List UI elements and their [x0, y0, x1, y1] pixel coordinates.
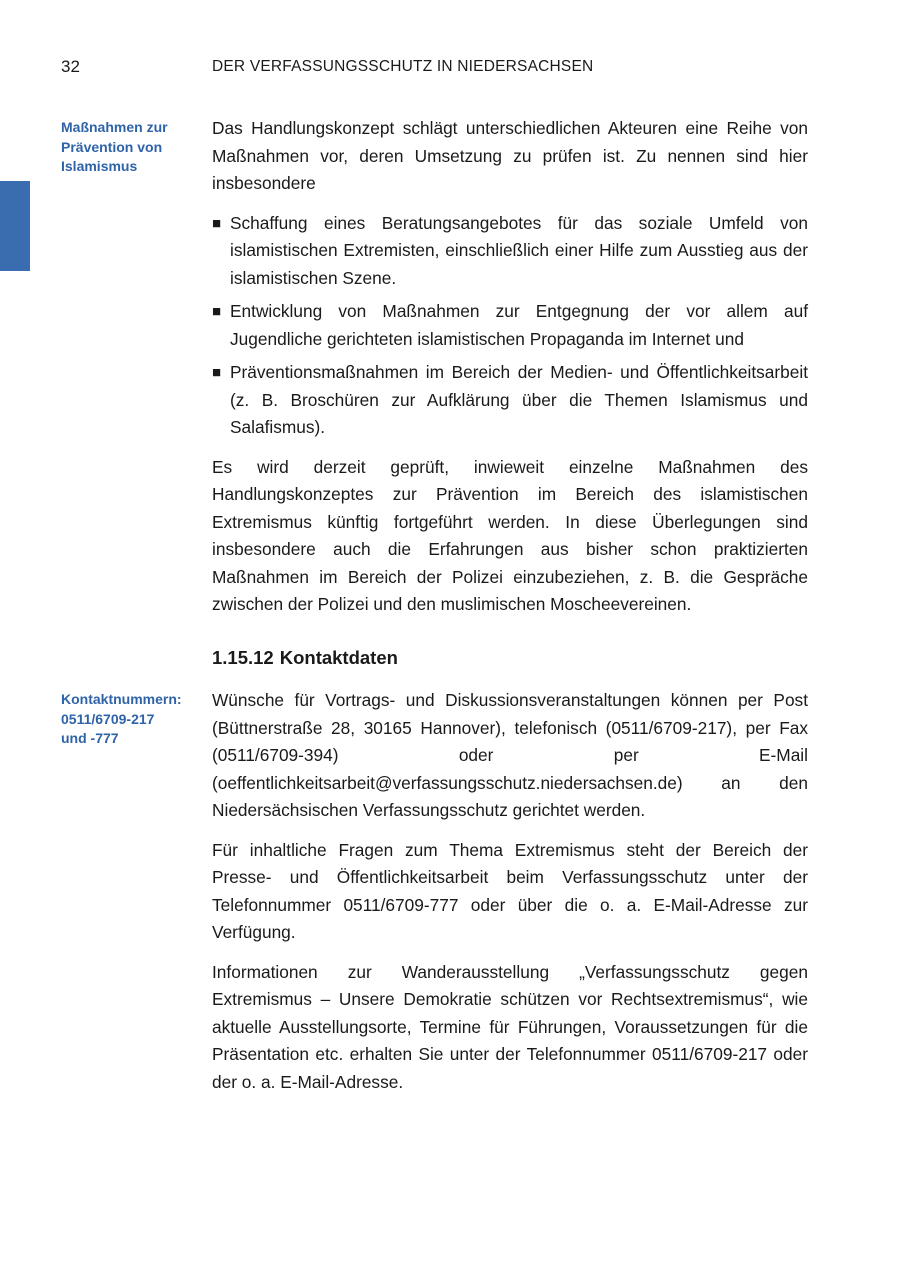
- running-title: DER VERFASSUNGSSCHUTZ IN NIEDERSACHSEN: [212, 58, 594, 75]
- list-item-text: Präventionsmaßnahmen im Bereich der Medien- und Öffentlichkeitsarbeit (z. B. Broschüren zur Aufklärung über die Themen Islamismus und Salafismus).: [230, 362, 808, 437]
- contact-paragraph: Wünsche für Vortrags- und Diskussionsveranstaltungen können per Post (Büttnerstraße 28, 30165 Hannover), telefonisch (0511/6709-217), per Fax (0511/6709-394) oder per E-Mail (oeffentlichkeitsarbeit@verfassungsschutz.niedersachsen.de) an den Niedersächsischen Verfassungsschutz gerichtet werden.: [212, 690, 808, 820]
- section-title: Kontaktdaten: [279, 647, 398, 668]
- closing-paragraph: Es wird derzeit geprüft, inwieweit einzelne Maßnahmen des Handlungskonzeptes zur Prävention im Bereich des islamistischen Extremismus künftig fortgeführt werden. In diese Überlegungen sind insbesondere auch die Erfahrungen aus bisher schon praktizierten Maßnahmen im Bereich der Polizei einzubeziehen, z. B. die Gespräche zwischen der Polizei und den muslimischen Moscheevereinen.: [212, 456, 808, 614]
- list-item-text: Schaffung eines Beratungsangebotes für das soziale Umfeld von islamistischen Extremisten, einschließlich einer Hilfe zum Ausstieg aus der islamistischen Szene.: [230, 212, 808, 288]
- section-number: 1.15.12: [212, 647, 274, 668]
- list-item: [212, 298, 808, 353]
- side-note-prevention: [61, 118, 196, 177]
- measures-list: [212, 210, 808, 442]
- side-note-line: und -777: [61, 730, 119, 746]
- side-note-line: 0511/6709-217: [61, 710, 155, 727]
- square-bullet-icon: ■: [212, 364, 222, 381]
- side-note-line: Prävention von: [61, 138, 163, 155]
- page-number: 32: [61, 57, 80, 76]
- side-note-line: Islamismus: [61, 158, 138, 174]
- contact-paragraph: Informationen zur Wanderausstellung „Verfassungsschutz gegen Extremismus – Unsere Demokratie schützen vor Rechtsextremismus“, wie aktuelle Ausstellungsorte, Termine für Führungen, Voraussetzungen für die Präsentation etc. erhalten Sie unter der Telefonnummer 0511/6709-217 oder der o. a. E-Mail-Adresse.: [212, 961, 808, 1092]
- contact-paragraph: Für inhaltliche Fragen zum Thema Extremismus steht der Bereich der Presse- und Öffentlichkeitsarbeit beim Verfassungsschutz unter der Telefonnummer 0511/6709-777 oder über die o. a. E-Mail-Adresse zur Verfügung.: [212, 839, 808, 942]
- side-note-contact: [61, 690, 196, 749]
- square-bullet-icon: ■: [212, 303, 222, 320]
- list-item: [212, 210, 808, 293]
- intro-paragraph: Das Handlungskonzept schlägt unterschiedlichen Akteuren eine Reihe von Maßnahmen vor, deren Umsetzung zu prüfen ist. Zu nennen sind hier insbesondere: [212, 118, 808, 193]
- side-note-line: Kontaktnummern:: [61, 691, 182, 707]
- side-note-line: Maßnahmen zur: [61, 119, 168, 135]
- list-item: [212, 359, 808, 442]
- chapter-tab-marker: [0, 181, 30, 271]
- square-bullet-icon: ■: [212, 214, 222, 232]
- list-item-text: Entwicklung von Maßnahmen zur Entgegnung der vor allem auf Jugendliche gerichteten islamistischen Propaganda im Internet und: [230, 301, 808, 349]
- section-prevention: [212, 115, 808, 631]
- section-heading: [212, 647, 398, 669]
- section-contact: [212, 687, 808, 1108]
